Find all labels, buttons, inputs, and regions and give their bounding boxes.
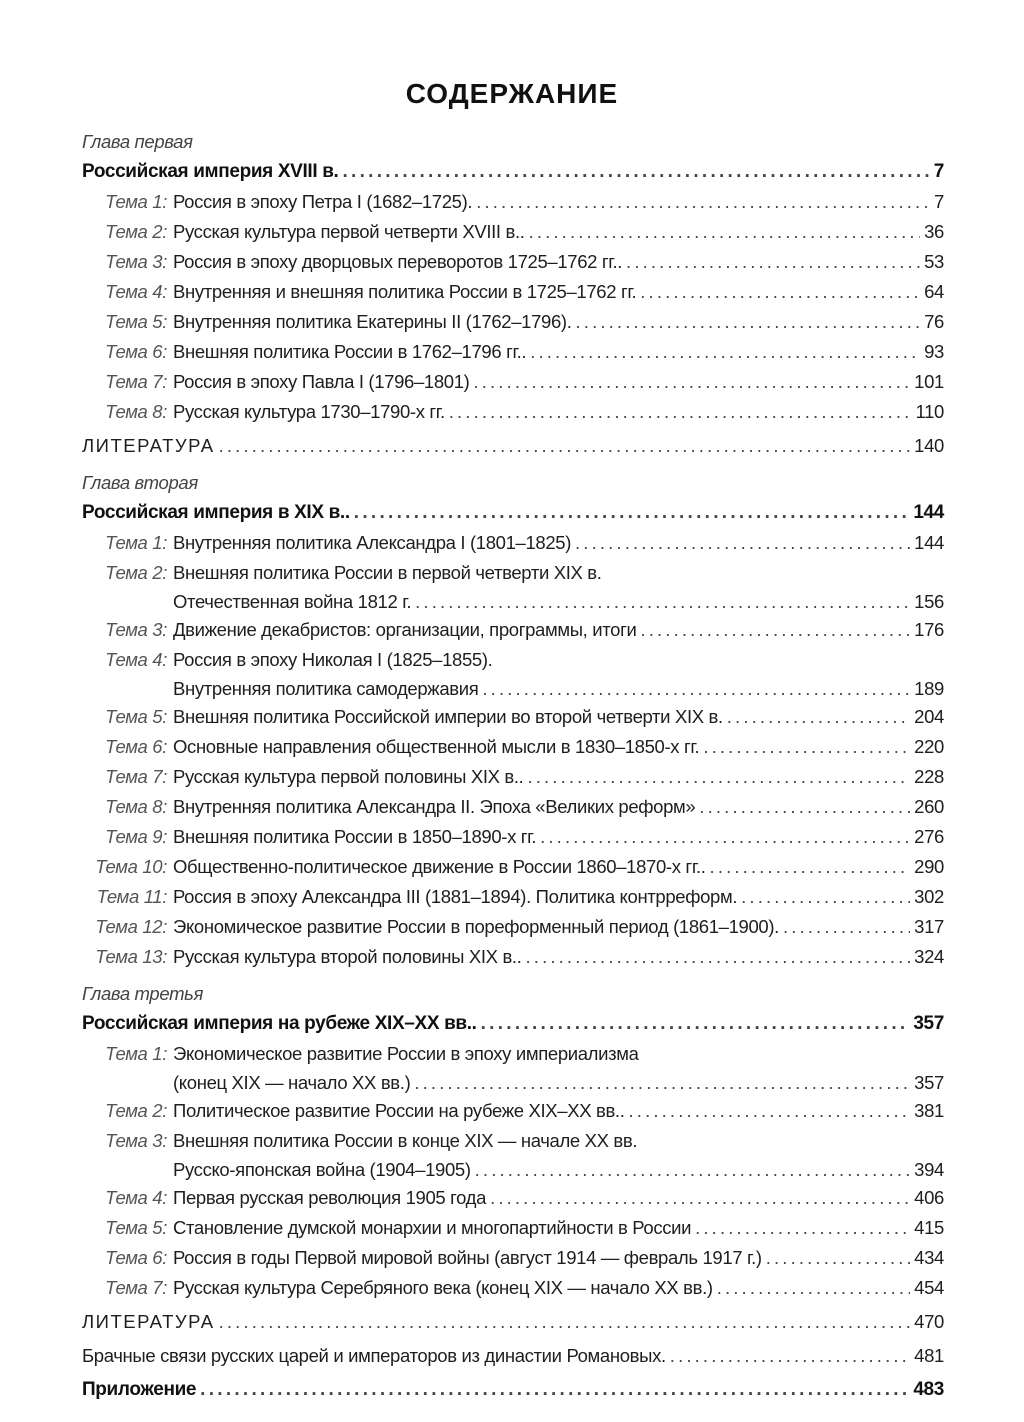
entry-title[interactable]: Внутренняя политика Александра I (1801–1825) [173, 532, 572, 553]
toc-entry-line[interactable] [82, 1213, 944, 1243]
page-number[interactable]: 381 [914, 1100, 944, 1121]
topic-label: Тема 3: [105, 251, 167, 272]
topic-label: Тема 10: [95, 856, 167, 877]
dot-leader [699, 796, 910, 818]
toc-entry-line[interactable] [82, 1375, 944, 1405]
page-number[interactable]: 144 [913, 502, 944, 523]
toc-entry[interactable] [82, 822, 944, 852]
toc-entry-line[interactable] [82, 277, 944, 307]
toc-entry[interactable] [82, 528, 944, 558]
toc-entry-line[interactable] [82, 1307, 944, 1337]
topic-label: Тема 2: [105, 1100, 167, 1121]
entry-title-continued[interactable]: (конец XIX — начало XX вв.) [173, 1071, 411, 1093]
entry-title[interactable]: Основные направления общественной мысли в 1830–1850-х гг. [173, 736, 700, 757]
toc-entry-line[interactable] [82, 528, 944, 558]
chapter-label: Глава вторая [82, 472, 198, 493]
entry-title[interactable]: Россия в эпоху дворцовых переворотов 1725–1762 гг.. [173, 251, 623, 272]
toc-entry-line[interactable] [82, 822, 944, 852]
toc-entry-line[interactable] [82, 157, 944, 187]
page-number[interactable]: 394 [914, 1158, 944, 1180]
toc-entry[interactable] [82, 732, 944, 762]
topic-label: Тема 8: [105, 796, 167, 817]
toc-entry-line[interactable] [82, 882, 944, 912]
toc-entry[interactable] [82, 1096, 944, 1126]
dot-leader [766, 1247, 910, 1269]
page-number[interactable]: 406 [914, 1187, 944, 1208]
dot-leader [626, 251, 920, 273]
topic-label: Тема 1: [105, 191, 167, 212]
dot-leader [530, 341, 920, 363]
toc-entry[interactable] [82, 337, 944, 367]
toc-entry[interactable] [82, 1273, 944, 1303]
toc-entry[interactable] [82, 615, 944, 645]
dot-leader [741, 886, 910, 908]
toc-entry[interactable] [82, 1243, 944, 1273]
dot-leader [475, 1159, 911, 1181]
table-of-contents [82, 127, 944, 1405]
topic-label: Тема 1: [105, 1043, 167, 1064]
toc-entry[interactable] [82, 1341, 944, 1371]
page-number[interactable]: 290 [914, 856, 944, 877]
toc-entry[interactable] [82, 307, 944, 337]
toc-entry-line[interactable] [82, 792, 944, 822]
topic-label: Тема 3: [105, 1130, 167, 1151]
entry-title[interactable]: Россия в эпоху Петра I (1682–1725). [173, 191, 473, 212]
entry-title[interactable]: Российская империя в XIX в.. [82, 502, 350, 523]
entry-title[interactable]: Первая русская революция 1905 года [173, 1187, 487, 1208]
entry-title[interactable]: Русская культура второй половины XIX в.. [173, 946, 522, 967]
entry-title[interactable]: Русская культура 1730–1790-х гг. [173, 401, 445, 422]
toc-entry-line[interactable] [82, 852, 944, 882]
page-number[interactable]: 415 [914, 1217, 944, 1238]
dot-leader [540, 826, 910, 848]
topic-label: Тема 7: [105, 1277, 167, 1298]
page-number[interactable]: 189 [914, 677, 944, 699]
topic-label: Тема 5: [105, 311, 167, 332]
toc-entry[interactable] [82, 852, 944, 882]
toc-entry[interactable] [82, 277, 944, 307]
dot-leader [526, 946, 911, 968]
toc-entry[interactable] [82, 702, 944, 732]
entry-title[interactable]: Движение декабристов: организации, программы, итоги [173, 619, 637, 640]
dot-leader [727, 706, 910, 728]
toc-entry-continuation[interactable] [82, 1069, 944, 1096]
dot-leader [527, 766, 910, 788]
entry-title-continued[interactable]: Внутренняя политика самодержавия [173, 677, 479, 699]
dot-leader [710, 856, 911, 878]
dot-leader [342, 161, 929, 183]
toc-entry-line[interactable] [82, 702, 944, 732]
toc-entry[interactable] [82, 397, 944, 427]
page-number[interactable]: 483 [913, 1379, 944, 1400]
dot-leader [695, 1217, 910, 1239]
dot-leader [415, 591, 910, 613]
page-number[interactable]: 76 [924, 311, 944, 332]
topic-label: Тема 13: [95, 946, 167, 967]
entry-title[interactable]: ЛИТЕРАТУРА [82, 435, 215, 456]
topic-label: Тема 6: [105, 341, 167, 362]
toc-entry-line[interactable] [82, 247, 944, 277]
dot-leader [529, 221, 921, 243]
page-number[interactable]: 53 [924, 251, 944, 272]
toc-entry-line[interactable] [82, 1341, 944, 1371]
topic-label: Тема 12: [95, 916, 167, 937]
dot-leader [354, 502, 910, 524]
entry-title[interactable]: Россия в эпоху Павла I (1796–1801) [173, 371, 470, 392]
entry-title-continued[interactable]: Отечественная война 1812 г. [173, 590, 412, 612]
page-number[interactable]: 220 [914, 736, 944, 757]
toc-entry[interactable] [82, 1375, 944, 1405]
topic-label: Тема 4: [105, 1187, 167, 1208]
page-number[interactable]: 36 [924, 221, 944, 242]
toc-entry-line[interactable] [82, 498, 944, 528]
topic-label: Тема 4: [105, 281, 167, 302]
page-title: СОДЕРЖАНИЕ [405, 78, 619, 109]
page-number[interactable]: 324 [914, 946, 944, 967]
entry-title[interactable]: Россия в эпоху Александра III (1881–1894). Политика контрреформ. [173, 886, 738, 907]
toc-entry[interactable] [82, 431, 944, 461]
topic-label: Тема 7: [105, 766, 167, 787]
toc-entry-line[interactable] [82, 1243, 944, 1273]
toc-entry-continuation[interactable] [82, 1156, 944, 1183]
topic-label: Тема 6: [105, 736, 167, 757]
entry-title[interactable]: Внешняя политика Российской империи во второй четверти XIX в. [173, 706, 723, 727]
toc-entry-line[interactable] [82, 762, 944, 792]
topic-label: Тема 11: [96, 886, 167, 907]
entry-title[interactable]: Россия в эпоху Николая I (1825–1855). [173, 649, 493, 670]
toc-entry[interactable] [82, 645, 944, 702]
toc-entry[interactable] [82, 247, 944, 277]
page-number[interactable]: 357 [913, 1013, 944, 1034]
entry-title[interactable]: Внешняя политика России в 1762–1796 гг.. [173, 341, 527, 362]
toc-entry[interactable] [82, 1213, 944, 1243]
entry-title[interactable]: Становление думской монархии и многопартийности в России [173, 1217, 692, 1238]
toc-entry[interactable] [82, 558, 944, 615]
toc-entry[interactable] [82, 942, 944, 972]
page-number[interactable]: 110 [915, 401, 944, 422]
entry-title[interactable]: Внешняя политика России в первой четверти XIX в. [173, 562, 602, 583]
page-number[interactable]: 7 [934, 191, 944, 212]
page-number[interactable]: 144 [914, 532, 944, 553]
toc-entry-line[interactable] [82, 912, 944, 942]
dot-leader [670, 1345, 910, 1367]
entry-title[interactable]: Брачные связи русских царей и императоров из династии Романовых. [82, 1345, 666, 1366]
toc-entry-line[interactable] [82, 217, 944, 247]
page-number[interactable]: 140 [914, 435, 944, 456]
toc-entry[interactable] [82, 187, 944, 217]
toc-entry-line[interactable] [82, 1126, 944, 1156]
entry-title[interactable]: Русская культура первой четверти XVIII в.. [173, 221, 525, 242]
page-number[interactable]: 302 [914, 886, 944, 907]
dot-leader [200, 1379, 909, 1401]
toc-entry[interactable] [82, 912, 944, 942]
dot-leader [481, 1013, 910, 1035]
toc-entry[interactable] [82, 762, 944, 792]
topic-label: Тема 2: [105, 221, 167, 242]
dot-leader [575, 532, 910, 554]
entry-title[interactable]: Внешняя политика России в конце XIX — начале XX вв. [173, 1130, 638, 1151]
toc-entry-line[interactable] [82, 942, 944, 972]
entry-title[interactable]: Экономическое развитие России в эпоху империализма [173, 1043, 639, 1064]
entry-title[interactable]: ЛИТЕРАТУРА [82, 1311, 215, 1332]
entry-title[interactable]: Приложение [82, 1379, 197, 1400]
page-number[interactable]: 93 [924, 341, 944, 362]
page-number[interactable]: 7 [933, 161, 944, 182]
dot-leader [473, 371, 910, 393]
topic-label: Тема 5: [105, 1217, 167, 1238]
dot-leader [449, 401, 912, 423]
entry-title[interactable]: Внутренняя политика Александра II. Эпоха «Великих реформ» [173, 796, 696, 817]
dot-leader [219, 435, 911, 457]
toc-entry-line[interactable] [82, 397, 944, 427]
entry-title[interactable]: Политическое развитие России на рубеже XIX–XX вв.. [173, 1100, 625, 1121]
toc-entry-line[interactable] [82, 558, 944, 588]
toc-entry[interactable] [82, 1307, 944, 1337]
dot-leader [717, 1277, 910, 1299]
toc-entry-line[interactable] [82, 645, 944, 675]
page-number[interactable]: 228 [914, 766, 944, 787]
dot-leader [640, 281, 920, 303]
topic-label: Тема 6: [105, 1247, 167, 1268]
topic-label: Тема 4: [105, 649, 167, 670]
page-number[interactable]: 357 [914, 1071, 944, 1093]
toc-entry-line[interactable] [82, 431, 944, 461]
entry-title[interactable]: Российская империя XVIII в. [82, 161, 339, 182]
toc-entry[interactable] [82, 1039, 944, 1096]
page-number[interactable]: 454 [914, 1277, 944, 1298]
page-number[interactable]: 470 [914, 1311, 944, 1332]
topic-label: Тема 1: [105, 532, 167, 553]
dot-leader [219, 1311, 911, 1333]
toc-entry-line[interactable] [82, 1096, 944, 1126]
page-number[interactable]: 204 [914, 706, 944, 727]
toc-entry-continuation[interactable] [82, 588, 944, 615]
dot-leader [783, 916, 910, 938]
toc-entry-line[interactable] [82, 307, 944, 337]
dot-leader [476, 191, 930, 213]
topic-label: Тема 7: [105, 371, 167, 392]
entry-title-continued[interactable]: Русско-японская война (1904–1905) [173, 1158, 471, 1180]
entry-title[interactable]: Внешняя политика России в 1850–1890-х гг. [173, 826, 537, 847]
page-number[interactable]: 260 [914, 796, 944, 817]
entry-title[interactable]: Россия в годы Первой мировой войны (август 1914 — февраль 1917 г.) [173, 1247, 762, 1268]
dot-leader [640, 619, 910, 641]
dot-leader [490, 1187, 910, 1209]
toc-entry-line[interactable] [82, 732, 944, 762]
chapter-label: Глава третья [82, 983, 204, 1004]
page-number[interactable]: 64 [924, 281, 944, 302]
topic-label: Тема 5: [105, 706, 167, 727]
entry-title[interactable]: Российская империя на рубеже XIX–XX вв.. [82, 1013, 477, 1034]
page-number[interactable]: 176 [914, 619, 944, 640]
entry-title[interactable]: Экономическое развитие России в пореформенный период (1861–1900). [173, 916, 779, 937]
toc-entry[interactable] [82, 367, 944, 397]
toc-entry[interactable] [82, 1009, 944, 1039]
toc-entry-line[interactable] [82, 1273, 944, 1303]
dot-leader [414, 1072, 910, 1094]
dot-leader [482, 678, 910, 700]
toc-entry[interactable] [82, 882, 944, 912]
toc-entry[interactable] [82, 1183, 944, 1213]
toc-entry[interactable] [82, 1126, 944, 1183]
topic-label: Тема 9: [105, 826, 167, 847]
topic-label: Тема 8: [105, 401, 167, 422]
page-number[interactable]: 317 [914, 916, 944, 937]
toc-entry-continuation[interactable] [82, 675, 944, 702]
toc-entry-line[interactable] [82, 367, 944, 397]
toc-entry-line[interactable] [82, 337, 944, 367]
toc-entry-line[interactable] [82, 1009, 944, 1039]
page-number[interactable]: 101 [914, 371, 944, 392]
toc-entry-line[interactable] [82, 615, 944, 645]
toc-entry-line[interactable] [82, 1183, 944, 1213]
toc-entry[interactable] [82, 498, 944, 528]
entry-title[interactable]: Общественно-политическое движение в России 1860–1870-х гг.. [173, 856, 706, 877]
page-number[interactable]: 434 [914, 1247, 944, 1268]
toc-entry[interactable] [82, 792, 944, 822]
chapter-label: Глава первая [82, 131, 193, 152]
entry-title[interactable]: Русская культура Серебряного века (конец XIX — начало XX вв.) [173, 1277, 713, 1298]
topic-label: Тема 2: [105, 562, 167, 583]
entry-title[interactable]: Внутренняя и внешняя политика России в 1725–1762 гг. [173, 281, 637, 302]
dot-leader [576, 311, 921, 333]
page-number[interactable]: 156 [914, 590, 944, 612]
dot-leader [703, 736, 910, 758]
entry-title[interactable]: Внутренняя политика Екатерины II (1762–1796). [173, 311, 572, 332]
entry-title[interactable]: Русская культура первой половины XIX в.. [173, 766, 524, 787]
page-number[interactable]: 481 [914, 1345, 944, 1366]
toc-entry-line[interactable] [82, 1039, 944, 1069]
page-number[interactable]: 276 [914, 826, 944, 847]
toc-entry[interactable] [82, 157, 944, 187]
topic-label: Тема 3: [105, 619, 167, 640]
toc-entry[interactable] [82, 217, 944, 247]
dot-leader [629, 1100, 911, 1122]
toc-entry-line[interactable] [82, 187, 944, 217]
